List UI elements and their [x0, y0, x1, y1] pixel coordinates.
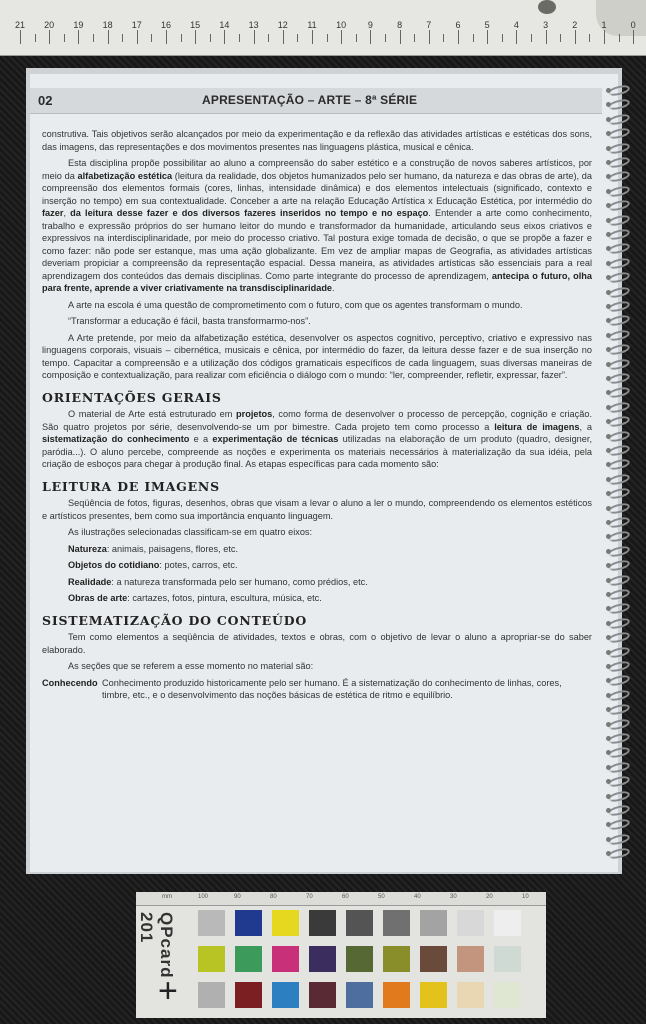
punch-hole	[606, 362, 611, 367]
ruler-number: 13	[248, 20, 259, 30]
card-scale-number: 60	[342, 894, 349, 900]
ruler-tick	[20, 30, 21, 44]
card-scale-number: 80	[270, 894, 277, 900]
ruler-number: 9	[367, 20, 373, 30]
ruler-tick	[502, 34, 503, 42]
ruler-tick	[458, 30, 459, 44]
punch-hole	[606, 376, 611, 381]
punch-hole	[606, 261, 611, 266]
page-header: APRESENTAÇÃO – ARTE – 8ª SÉRIE	[202, 93, 418, 107]
ruler-number: 19	[73, 20, 84, 30]
color-swatch	[235, 982, 262, 1008]
ruler-number: 3	[543, 20, 549, 30]
ruler-number: 5	[484, 20, 490, 30]
color-swatch	[346, 910, 373, 936]
punch-hole	[606, 477, 611, 482]
page-content	[42, 128, 592, 706]
ruler-tick	[414, 34, 415, 42]
axis-item: Realidade: a natureza transformada pelo ser humano, como prédios, etc.	[68, 576, 368, 587]
punch-hole	[606, 693, 611, 698]
color-card	[136, 892, 546, 1018]
card-scale-number: mm	[162, 894, 172, 900]
color-swatch	[457, 982, 484, 1008]
card-scale	[136, 892, 546, 906]
term-label: Conhecendo	[42, 677, 98, 688]
ruler-tick	[546, 30, 547, 44]
ruler-tick	[604, 30, 605, 44]
pretends-paragraph: A Arte pretende, por meio da alfabetização estética, desenvolver os aspectos cognitivo, perceptivo, criativo e expressivo nas linguagens corporais, visuais – cibernética, musicais e cênica, por intermédio do fazer, da leitura desse fazer e de sua inserção no tempo. Capacitar a compreensão e a utilização dos códigos gramaticais específicos de cada linguagem, suas diversas maneiras de composição e contextualização, para realizar com eficiência o diálogo com o mundo: “ler, compreender, refletir, expressar, fazer”.	[42, 332, 592, 380]
punch-hole	[606, 232, 611, 237]
ruler-tick	[356, 34, 357, 42]
punch-hole	[606, 794, 611, 799]
ruler-tick	[385, 34, 386, 42]
card-scale-number: 70	[306, 894, 313, 900]
section-title-reading: LEITURA DE IMAGENS	[42, 478, 220, 494]
section-title-general: ORIENTAÇÕES GERAIS	[42, 389, 222, 405]
ruler-tick	[473, 34, 474, 42]
card-scale-number: 10	[522, 894, 529, 900]
punch-hole	[606, 506, 611, 511]
punch-hole	[606, 765, 611, 770]
card-scale-number: 100	[198, 894, 209, 900]
color-swatch	[235, 910, 262, 936]
ruler-tick	[78, 30, 79, 44]
section-title-systematization: SISTEMATIZAÇÃO DO CONTEÚDO	[42, 612, 308, 628]
ruler-number: 4	[513, 20, 519, 30]
ruler-number: 10	[336, 20, 347, 30]
axis-item: Objetos do cotidiano: potes, carros, etc.	[68, 560, 238, 570]
color-swatch	[198, 982, 225, 1008]
ruler-tick	[268, 34, 269, 42]
ruler-number: 6	[455, 20, 461, 30]
ruler-tick	[283, 30, 284, 44]
punch-hole	[606, 837, 611, 842]
ruler-tick	[370, 30, 371, 44]
ruler-hole	[538, 0, 556, 14]
card-brand: QPcard 201	[137, 912, 176, 979]
future-paragraph: A arte na escola é uma questão de comprometimento com o futuro, com que os agentes transformam o mundo.	[68, 299, 523, 310]
systematization-paragraph: Tem como elementos a seqüência de atividades, textos e obras, com o objetivo de levar o aluno a apropriar-se do saber elaborado.	[42, 632, 592, 655]
ruler-number: 20	[44, 20, 55, 30]
ruler-tick	[633, 30, 634, 44]
color-swatch	[420, 910, 447, 936]
punch-hole	[606, 290, 611, 295]
ruler-number: 2	[572, 20, 578, 30]
ruler-number: 21	[14, 20, 26, 30]
punch-hole	[606, 189, 611, 194]
color-swatch	[272, 982, 299, 1008]
intro-paragraph: construtiva. Tais objetivos serão alcançados por meio da experimentação e da reflexão das atividades artísticas e estéticas dos sons, das imagens, das representações e dos movimentos presentes nas linguagens plástica, musical e cênica.	[42, 129, 592, 152]
color-swatch	[235, 946, 262, 972]
ruler-tick	[166, 30, 167, 44]
ruler-number: 1	[601, 20, 607, 30]
color-swatch	[198, 946, 225, 972]
axis-item: Obras de arte: cartazes, fotos, pintura, escultura, música, etc.	[68, 593, 322, 603]
ruler-tick	[429, 30, 430, 44]
ruler-tick	[487, 30, 488, 44]
term-text: Conhecimento produzido historicamente pelo ser humano. É a sistematização do conhecimento de linhas, cores, timbre, etc., e o desenvolvimento das noções básicas de estética de ritmo e equilíbrio.	[102, 677, 562, 700]
card-scale-number: 20	[486, 894, 493, 900]
punch-hole	[606, 664, 611, 669]
color-swatch	[383, 946, 410, 972]
punch-hole	[606, 304, 611, 309]
general-paragraph: O material de Arte está estruturado em projetos, como forma de desenvolver o processo de percepção, cognição e criação. São quatro projetos por série, desenvolvendo-se um por bimestre. Cada projeto tem como processo a leitura de imagens, a sistematização do conhecimento e a experimentação de técnicas utilizadas na elaboração de um produto (quadro, designer, paródia...). O aluno percebe, compreende as noções e experimenta os materiais necessários à materialização da sua idéia, pela criação de esboços para chegar à produção final. As etapas específicas para cada momento são:	[42, 409, 593, 469]
ruler-tick	[589, 34, 590, 42]
color-swatch	[420, 946, 447, 972]
punch-hole	[606, 722, 611, 727]
color-swatch	[272, 910, 299, 936]
term-row	[42, 677, 592, 702]
reading-paragraph: Seqüência de fotos, figuras, desenhos, obras que visam a levar o aluno a ler o mundo, compreendendo os elementos estéticos e artísticos presentes, bem como sua importância enquanto linguagem.	[42, 498, 592, 521]
ruler-tick	[224, 30, 225, 44]
ruler-tick	[122, 34, 123, 42]
color-swatch	[272, 946, 299, 972]
punch-hole	[606, 592, 611, 597]
punch-hole	[606, 549, 611, 554]
color-swatch	[309, 982, 336, 1008]
ruler-tick	[400, 30, 401, 44]
ruler-tick	[560, 34, 561, 42]
card-scale-number: 40	[414, 894, 421, 900]
axes-intro: As ilustrações selecionadas classificam-se em quatro eixos:	[68, 527, 313, 537]
color-swatch	[309, 946, 336, 972]
axis-item: Natureza: animais, paisagens, flores, etc.	[68, 543, 239, 554]
page-number: 02	[38, 93, 53, 108]
ruler-tick	[49, 30, 50, 44]
ruler-number: 8	[397, 20, 403, 30]
color-swatch	[346, 982, 373, 1008]
punch-hole	[606, 218, 611, 223]
card-scale-number: 30	[450, 894, 457, 900]
ruler-tick	[443, 34, 444, 42]
ruler-number: 16	[160, 20, 172, 30]
ruler-tick	[327, 34, 328, 42]
color-swatch	[494, 946, 521, 972]
ruler-number: 17	[131, 20, 142, 30]
ruler-tick	[210, 34, 211, 42]
ruler-tick	[516, 30, 517, 44]
ruler-number: 18	[102, 20, 113, 30]
card-scale-number: 50	[378, 894, 385, 900]
color-swatch	[346, 946, 373, 972]
ruler-tick	[341, 30, 342, 44]
ruler	[0, 0, 646, 56]
ruler-tick	[254, 30, 255, 44]
punch-hole	[606, 808, 611, 813]
punch-hole	[606, 448, 611, 453]
ruler-tick	[181, 34, 182, 42]
color-swatch	[494, 982, 521, 1008]
punch-hole	[606, 160, 611, 165]
ruler-tick	[64, 34, 65, 42]
ruler-number: 15	[190, 20, 201, 30]
ruler-tick	[108, 30, 109, 44]
punch-hole	[606, 405, 611, 410]
ruler-tick	[297, 34, 298, 42]
ruler-tick	[619, 34, 620, 42]
ruler-tick	[239, 34, 240, 42]
ruler-tick	[137, 30, 138, 44]
ruler-tick	[93, 34, 94, 42]
color-swatch	[383, 910, 410, 936]
ruler-tick	[531, 34, 532, 42]
sections-intro: As seções que se referem a esse momento no material são:	[68, 661, 314, 671]
punch-hole	[606, 333, 611, 338]
punch-hole	[606, 520, 611, 525]
discipline-paragraph: Esta disciplina propõe possibilitar ao aluno a compreensão do saber estético e a construção de novos saberes artísticos, por meio da alfabetização estética (leitura da realidade, dos objetos humanizados pelo ser humano, da natureza e das obras de arte), da compreensão dos elementos formais (cores, linhas, intensidade dinâmica) e dos elementos intelectuais (significado, contexto e inserção no tempo) em sua contextualidade. Conceber a arte na relação Educação Artística x Educação Estética, por intermédio do fazer, da leitura desse fazer e dos diversos fazeres inseridos no tempo e no espaço. Entender a arte como conhecimento, trabalho e expressão próprios do ser humano leitor do mundo e transformador da humanidade, articulando seus eixos criativos e expressivos na interdisciplinaridade, por meio do processo criativo. Tal postura exige tomada de decisão, o que se propõe a fazer e como fazer: não pode ser estanque, mas uma ação globalizante. Em vez de ampliar mapas de Geografia, as atividades artísticas deveriam propiciar a compreensão da representação espacial. Dessa maneira, as atividades artísticas são essenciais para a real aprendizagem dos conteúdos das demais disciplinas. Como parte integrante do processo de aprendizagem, antecipa o futuro, olha para frente, aprende a viver criativamente na transdisciplinaridade.	[42, 158, 593, 293]
punch-hole	[606, 434, 611, 439]
color-swatch	[383, 982, 410, 1008]
color-swatch	[420, 982, 447, 1008]
punch-hole	[606, 650, 611, 655]
ruler-number: 12	[277, 20, 288, 30]
color-swatch	[494, 910, 521, 936]
color-swatch	[457, 910, 484, 936]
ruler-tick	[151, 34, 152, 42]
document-page	[30, 74, 618, 872]
header-band	[30, 88, 602, 114]
quote: “Transformar a educação é fácil, basta transformarmo-nos”.	[68, 316, 311, 326]
punch-hole	[606, 736, 611, 741]
ruler-tick	[312, 30, 313, 44]
card-scale-number: 90	[234, 894, 241, 900]
color-swatch	[457, 946, 484, 972]
color-swatch	[309, 910, 336, 936]
ruler-number: 14	[219, 20, 230, 30]
punch-hole	[606, 117, 611, 122]
ruler-number: 7	[426, 20, 432, 30]
punch-hole	[606, 88, 611, 93]
punch-hole	[606, 578, 611, 583]
punch-hole	[606, 146, 611, 151]
ruler-number: 11	[307, 20, 317, 30]
color-swatch	[198, 910, 225, 936]
ruler-tick	[195, 30, 196, 44]
ruler-number: 0	[630, 20, 636, 30]
plus-icon: +	[158, 972, 178, 1010]
ruler-tick	[575, 30, 576, 44]
ruler-tick	[35, 34, 36, 42]
punch-hole	[606, 621, 611, 626]
